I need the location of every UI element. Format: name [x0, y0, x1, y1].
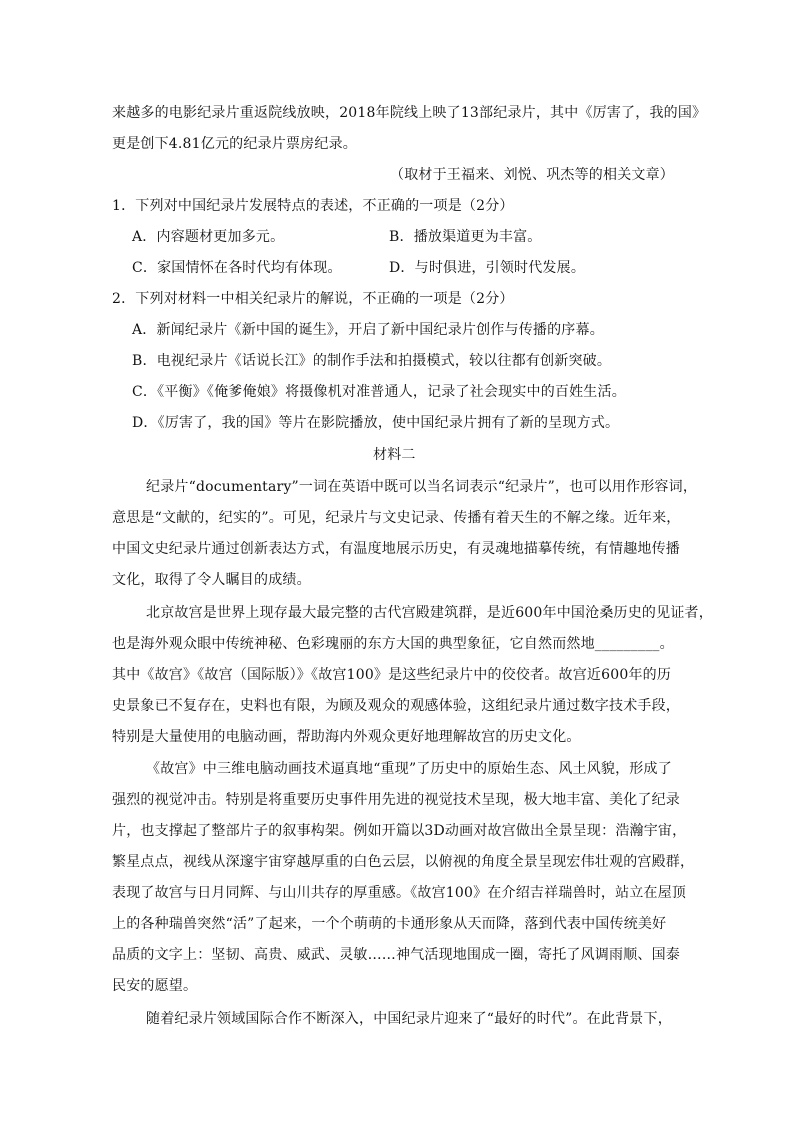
paragraph-line: 意思是“文献的，纪实的”。可见，纪录片与文史记录、传播有着天生的不解之缘。近年来， [112, 510, 681, 526]
paragraph-line: 中国文史纪录片通过创新表达方式，有温度地展示历史，有灵魂地描摹传统，有情趣地传播 [112, 541, 680, 557]
question-2-option-a: A．新闻纪录片《新中国的诞生》，开启了新中国纪录片创作与传播的序幕。 [132, 322, 604, 338]
source-citation: （取材于王福来、刘悦、巩杰等的相关文章） [390, 167, 674, 183]
paragraph-line: 北京故宫是世界上现存最大最完整的古代宫殿建筑群，是近600年中国沧桑历史的见证者， [146, 605, 713, 621]
paragraph-line: 也是海外观众眼中传统神秘、色彩瑰丽的东方大国的典型象征，它自然而然地_________。 [112, 636, 674, 652]
paragraph-line: 品质的文字上：坚韧、高贵、威武、灵敏……神气活现地围成一圈，寄托了风调雨顺、国泰 [112, 947, 680, 963]
paragraph-line: 表现了故宫与日月同辉、与山川共存的厚重感。《故宫100》在介绍吉祥瑞兽时，站立在屋顶 [112, 885, 687, 901]
article-line: 更是创下4.81亿元的纪录片票房纪录。 [112, 136, 357, 152]
question-1-option-d: D．与时俱进，引领时代发展。 [389, 260, 586, 276]
material-2-title: 材料二 [373, 447, 416, 463]
paragraph-line: 文化，取得了令人瞩目的成绩。 [112, 572, 311, 588]
question-1-option-a: A．内容题材更加多元。 [132, 229, 285, 245]
paragraph-line: 《故宫》中三维电脑动画技术逼真地“重现”了历史中的原始生态、风土风貌，形成了 [146, 761, 672, 777]
paragraph-line: 片，也支撑起了整部片子的叙事构架。例如开篇以3D动画对故宫做出全景呈现：浩瀚宇宙， [112, 823, 687, 839]
question-1-stem: 1．下列对中国纪录片发展特点的表述，不正确的一项是（2分） [112, 198, 514, 214]
article-line: 来越多的电影纪录片重返院线放映，2018年院线上映了13部纪录片，其中《厉害了，我的国》 [112, 105, 707, 121]
paragraph-line: 纪录片“documentary”一词在英语中既可以当名词表示“纪录片”，也可以用作形容词， [146, 479, 698, 495]
paragraph-line: 民安的愿望。 [112, 978, 198, 994]
paragraph-line: 随着纪录片领域国际合作不断深入，中国纪录片迎来了“最好的时代”。在此背景下， [146, 1011, 672, 1027]
question-2-option-b: B．电视纪录片《话说长江》的制作手法和拍摄模式，较以往都有创新突破。 [132, 353, 612, 369]
paragraph-line: 繁星点点，视线从深邃宇宙穿越厚重的白色云层，以俯视的角度全景呈现宏伟壮观的宫殿群， [112, 854, 695, 870]
paragraph-line: 其中《故宫》《故宫（国际版）》《故宫100》是这些纪录片中的佼佼者。故宫近600年的历 [112, 667, 672, 683]
paragraph-line: 特别是大量使用的电脑动画，帮助海内外观众更好地理解故宫的历史文化。 [112, 729, 581, 745]
paragraph-line: 上的各种瑞兽突然“活”了起来，一个个萌萌的卡通形象从天而降，落到代表中国传统美好 [112, 916, 667, 932]
question-1-option-b: B．播放渠道更为丰富。 [389, 229, 542, 245]
question-2-stem: 2．下列对材料一中相关纪录片的解说，不正确的一项是（2分） [112, 291, 514, 307]
paragraph-line: 史景象已不复存在，史料也有限，为顾及观众的观感体验，这组纪录片通过数字技术手段， [112, 698, 680, 714]
question-2-option-c: C．《平衡》《俺爹俺娘》将摄像机对准普通人，记录了社会现实中的百姓生活。 [132, 384, 626, 400]
question-2-option-d: D．《厉害了，我的国》等片在影院播放，使中国纪录片拥有了新的呈现方式。 [132, 415, 620, 431]
paragraph-line: 强烈的视觉冲击。特别是将重要历史事件用先进的视觉技术呈现，极大地丰富、美化了纪录 [112, 792, 680, 808]
question-1-option-c: C．家国情怀在各时代均有体现。 [132, 260, 342, 276]
